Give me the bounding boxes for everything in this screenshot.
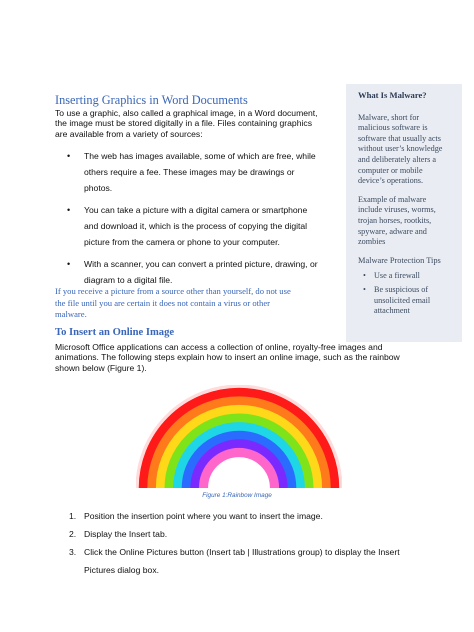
note-line: the file until you are certain it does not contain a virus or other xyxy=(55,297,271,308)
tips-list xyxy=(358,271,454,316)
bullet-icon: • xyxy=(67,151,71,161)
step-item xyxy=(55,525,425,543)
para-line: animations. The following steps explain how to insert an online image, such as the rainbow xyxy=(55,352,400,363)
para-line: shown below (Figure 1). xyxy=(55,362,147,373)
step-number: 3. xyxy=(69,547,77,557)
list-item xyxy=(55,202,345,250)
rainbow-band xyxy=(204,453,275,489)
rainbow-image xyxy=(136,385,342,488)
bullet-line: photos. xyxy=(84,183,113,193)
page-heading: Inserting Graphics in Word Documents xyxy=(55,93,248,107)
note-line: If you receive a picture from a source other than yourself, do not use xyxy=(55,286,291,296)
bullet-line: The web has images available, some of which are free, while xyxy=(84,151,316,161)
steps-list xyxy=(55,507,425,579)
tips-title: Malware Protection Tips xyxy=(358,255,441,265)
section-heading: To Insert an Online Image xyxy=(55,327,175,338)
bullet-icon: • xyxy=(67,259,71,269)
definition-line: without user’s knowledge xyxy=(358,144,443,154)
tip-item xyxy=(374,271,454,282)
bullet-line: picture from the camera or phone to your computer. xyxy=(84,237,280,247)
definition-line: Malware, short for xyxy=(358,112,420,122)
step-number: 1. xyxy=(69,511,77,521)
tip-line: attachment xyxy=(374,306,410,316)
sidebar-title: What Is Malware? xyxy=(358,90,427,100)
tip-line: Use a firewall xyxy=(374,271,420,281)
step-line: Click the Online Pictures button (Insert tab | Illustrations group) to display the Insert xyxy=(84,547,400,557)
sources-list xyxy=(55,148,345,288)
bullet-line: others require a fee. These images may be drawings or xyxy=(84,167,295,177)
virus-warning-note xyxy=(55,286,340,321)
list-item xyxy=(55,256,345,288)
para-line: Microsoft Office applications can access a collection of online, royalty-free images and xyxy=(55,342,383,352)
definition-line: and deliberately alters a xyxy=(358,154,436,164)
example-line: Example of malware xyxy=(358,194,427,204)
example-line: spyware, adware and xyxy=(358,226,427,236)
definition-line: device’s operations. xyxy=(358,176,424,186)
step-line: Position the insertion point where you want to insert the image. xyxy=(84,511,323,521)
intro-line: To use a graphic, also called a graphical image, in a Word document, xyxy=(55,108,318,118)
malware-sidebar xyxy=(346,84,462,342)
definition-line: computer or mobile xyxy=(358,165,423,175)
step-line: Pictures dialog box. xyxy=(84,565,159,575)
step-item xyxy=(55,507,425,525)
sidebar-definition xyxy=(358,113,454,187)
example-line: trojan horses, rootkits, xyxy=(358,215,432,225)
bullet-line: and download it, which is the process of copying the digital xyxy=(84,221,308,231)
online-image-paragraph xyxy=(55,342,425,373)
tip-item xyxy=(374,285,454,317)
note-line: malware. xyxy=(55,309,87,319)
intro-line: are available from a variety of sources: xyxy=(55,128,203,139)
step-line: Display the Insert tab. xyxy=(84,529,168,539)
bullet-line: diagram to a digital file. xyxy=(84,275,173,285)
bullet-line: With a scanner, you can convert a printed picture, drawing, or xyxy=(84,259,318,269)
list-item xyxy=(55,148,345,196)
step-number: 2. xyxy=(69,529,77,539)
definition-line: software that usually acts xyxy=(358,133,441,143)
bullet-icon: • xyxy=(67,205,71,215)
definition-line: malicious software is xyxy=(358,123,428,133)
intro-paragraph xyxy=(55,108,335,139)
example-line: zombies xyxy=(358,237,386,247)
intro-line: the image must be stored digitally in a file. Files containing graphics xyxy=(55,118,312,129)
figure-caption: Figure 1:Rainbow Image xyxy=(202,492,272,499)
step-item xyxy=(55,543,425,579)
sidebar-examples xyxy=(358,195,454,248)
tip-line: unsolicited email xyxy=(374,295,431,305)
tip-line: Be suspicious of xyxy=(374,284,429,294)
bullet-line: You can take a picture with a digital camera or smartphone xyxy=(84,205,308,215)
example-line: include viruses, worms, xyxy=(358,205,436,215)
